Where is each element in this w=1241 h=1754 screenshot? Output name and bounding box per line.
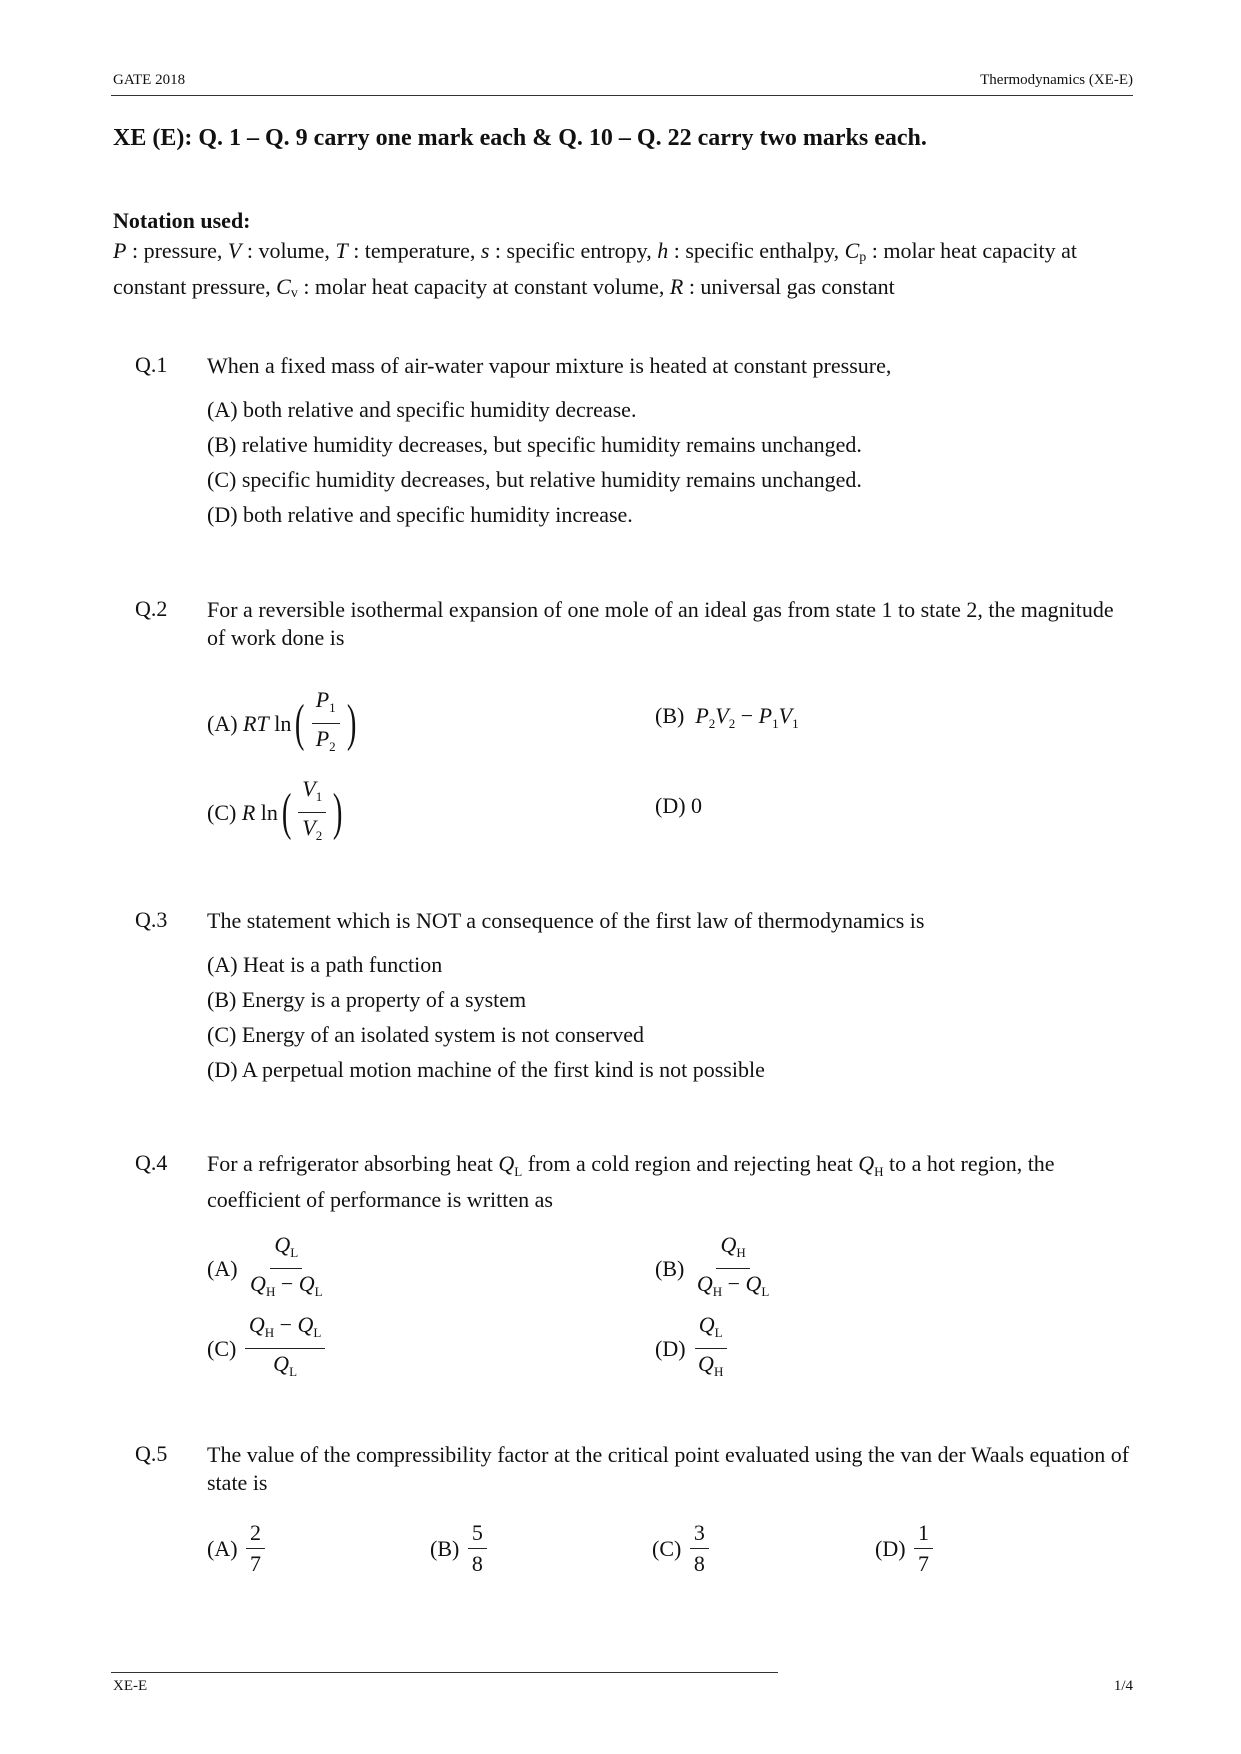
question-number: Q.2 <box>135 596 168 621</box>
option-label: (B) <box>655 1255 685 1281</box>
option-b: (B) relative humidity decreases, but specific humidity remains unchanged. <box>207 432 862 457</box>
footer-paper-code: XE-E <box>113 1678 148 1694</box>
section-instructions: XE (E): Q. 1 – Q. 9 carry one mark each & Q. 10 – Q. 22 carry two marks each. <box>113 125 927 151</box>
fraction: $\frac{Q_H}{Q_H - Q_L}$ <box>696 1232 770 1299</box>
notation-text: : pressure, <box>126 238 228 263</box>
question-number: Q.5 <box>135 1441 168 1466</box>
option-b: (B) $P_2V_2 - P_1V_1$ <box>655 703 799 731</box>
fraction: $\frac{Q_L}{Q_H}$ <box>694 1312 727 1385</box>
header-divider <box>111 95 1133 96</box>
notation-text: : volume, <box>241 238 336 263</box>
option-label: (C) <box>652 1535 682 1561</box>
notation-list <box>113 236 1133 308</box>
fraction <box>690 1520 709 1577</box>
option-label: (C) <box>207 799 237 825</box>
numerator: 3 <box>690 1520 709 1549</box>
question-text-part: For a refrigerator absorbing heat <box>207 1151 499 1176</box>
notation-symbol: h <box>657 238 669 263</box>
notation-text: : temperature, <box>347 238 481 263</box>
option-a <box>207 1232 330 1305</box>
numerator: 1 <box>914 1520 933 1549</box>
option-b <box>655 1232 776 1305</box>
notation-subscript: p <box>859 250 867 265</box>
notation-text: : molar heat capacity at constant volume, <box>297 274 670 299</box>
notation-symbol: C <box>844 238 860 263</box>
question-text: For a reversible isothermal expansion of one mole of an ideal gas from state 1 to state 2, the magnitude of work done is <box>207 597 1114 650</box>
option-a <box>207 1520 268 1577</box>
fraction: $\frac{Q_L}{Q_H - Q_L}$ <box>250 1232 323 1299</box>
header-paper-name: Thermodynamics (XE-E) <box>980 72 1133 88</box>
denominator: 8 <box>471 1551 483 1576</box>
question-text-part: from a cold region and rejecting heat <box>522 1151 859 1176</box>
option-b: (B) Energy is a property of a system <box>207 987 527 1012</box>
numerator: 2 <box>246 1520 265 1549</box>
option-label: (A) <box>207 1535 238 1561</box>
question-number: Q.4 <box>135 1150 168 1175</box>
option-d <box>655 793 702 819</box>
option-label: (B) <box>430 1535 460 1561</box>
fraction: $\frac{Q_H - Q_L}{Q_L}$ <box>245 1312 326 1385</box>
option-d: (D) A perpetual motion machine of the first kind is not possible <box>207 1057 765 1082</box>
option-d <box>875 1520 936 1577</box>
question-text: The statement which is NOT a consequence of the first law of thermodynamics is <box>207 908 925 933</box>
notation-text: : specific enthalpy, <box>668 238 845 263</box>
option-a: (A) Heat is a path function <box>207 952 443 977</box>
option-value: 0 <box>691 793 703 818</box>
question-number: Q.1 <box>135 352 168 377</box>
fraction <box>914 1520 933 1577</box>
option-label: (B) <box>655 703 685 728</box>
numerator: 5 <box>468 1520 487 1549</box>
option-c: (C) Energy of an isolated system is not conserved <box>207 1022 645 1047</box>
fraction <box>468 1520 487 1577</box>
option-d <box>655 1312 730 1385</box>
option-c <box>207 1312 328 1385</box>
question-text-part: to a hot region, the coefficient of performance is written as <box>207 1151 1055 1212</box>
option-label: (A) <box>207 1255 238 1281</box>
fraction <box>246 1520 265 1577</box>
denominator: 7 <box>918 1551 930 1576</box>
notation-subscript: v <box>290 286 298 301</box>
question-text: For a refrigerator absorbing heat $Q_L$ from a cold region and rejecting heat $Q_H$ to a hot region, the coefficient of performance is written as <box>207 1151 1055 1212</box>
notation-symbol: C <box>276 274 291 299</box>
fraction: $\frac{V_1}{V_2}$ <box>298 776 326 849</box>
question-text: The value of the compressibility factor at the critical point evaluated using the van der Waals equation of state is <box>207 1442 1130 1495</box>
denominator: 8 <box>693 1551 705 1576</box>
notation-symbol: V <box>227 238 242 263</box>
option-label: (A) <box>207 710 238 736</box>
denominator: 7 <box>250 1551 262 1576</box>
option-c: (C) R ln ( $\frac{V_1}{V_2}$ ) <box>207 776 347 849</box>
notation-title: Notation used: <box>113 208 251 233</box>
notation-symbol: R <box>669 274 684 299</box>
notation-text: : universal gas constant <box>683 274 895 299</box>
option-d: (D) both relative and specific humidity increase. <box>207 502 633 527</box>
fraction: $\frac{P_1}{P_2}$ <box>312 687 340 760</box>
question-number: Q.3 <box>135 907 168 932</box>
option-label: (D) <box>655 793 686 818</box>
option-b <box>430 1520 490 1577</box>
footer-divider <box>111 1672 778 1673</box>
option-label: (D) <box>655 1335 686 1361</box>
option-a: (A) both relative and specific humidity decrease. <box>207 397 637 422</box>
header-exam-name: GATE 2018 <box>113 72 186 88</box>
option-label: (C) <box>207 1335 237 1361</box>
question-text: When a fixed mass of air-water vapour mixture is heated at constant pressure, <box>207 353 892 378</box>
option-a: (A) RT ln ( $\frac{P_1}{P_2}$ ) <box>207 687 360 760</box>
notation-text: : molar heat capacity at constant pressure, <box>113 238 1077 299</box>
option-label: (D) <box>875 1535 906 1561</box>
notation-symbol: P <box>113 238 127 263</box>
option-c <box>652 1520 712 1577</box>
notation-text: : specific entropy, <box>489 238 658 263</box>
notation-symbol: s <box>480 238 490 263</box>
page-number: 1/4 <box>1113 1678 1133 1694</box>
notation-symbol: T <box>335 238 348 263</box>
option-c: (C) specific humidity decreases, but relative humidity remains unchanged. <box>207 467 862 492</box>
